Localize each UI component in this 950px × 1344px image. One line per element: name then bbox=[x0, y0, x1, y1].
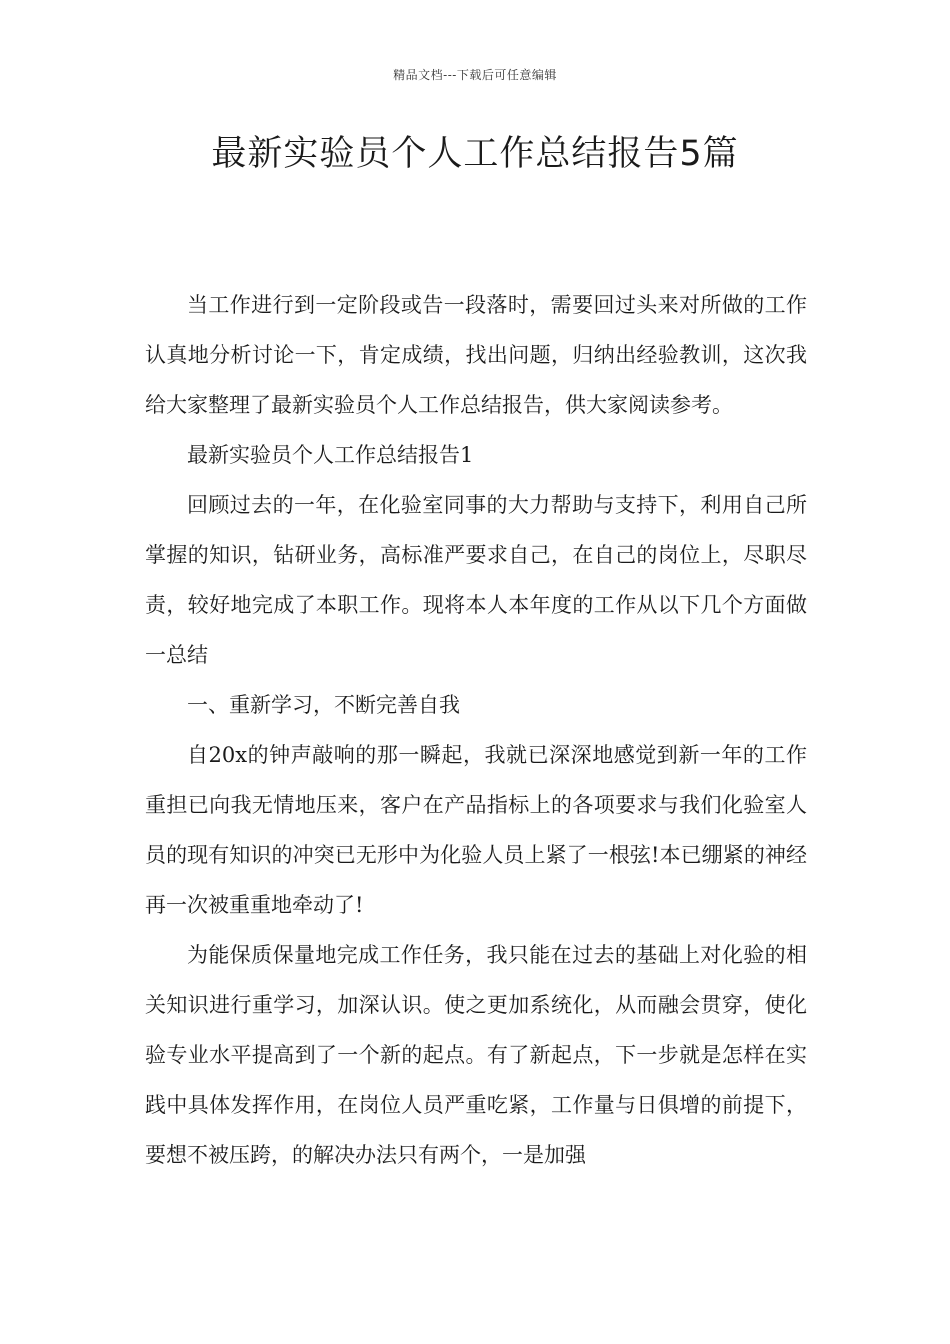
body-paragraph-new-year: 自20x的钟声敲响的那一瞬起，我就已深深地感觉到新一年的工作重担已向我无情地压来，客户在产品指标上的各项要求与我们化验室人员的现有知识的冲突已无形中为化验人员上紧了一根弦!本已绷紧的神经再一次被重重地牵动了! bbox=[145, 743, 807, 917]
intro-paragraph: 当工作进行到一定阶段或告一段落时，需要回过头来对所做的工作认真地分析讨论一下，肯定成绩，找出问题，归纳出经验教训，这次我给大家整理了最新实验员个人工作总结报告，供大家阅读参考。 bbox=[145, 293, 807, 417]
body-paragraph-review: 回顾过去的一年，在化验室同事的大力帮助与支持下，利用自己所掌握的知识，钻研业务，高标准严要求自己，在自己的岗位上，尽职尽责，较好地完成了本职工作。现将本人本年度的工作从以下几个方面做一总结 bbox=[145, 493, 807, 667]
document-title: 最新实验员个人工作总结报告5篇 bbox=[211, 134, 739, 174]
page-header-note: 精品文档---下载后可任意编辑 bbox=[393, 68, 557, 82]
document-body bbox=[145, 280, 807, 1180]
section-heading-report-1: 最新实验员个人工作总结报告1 bbox=[187, 443, 474, 467]
body-paragraph-quality: 为能保质保量地完成工作任务，我只能在过去的基础上对化验的相关知识进行重学习，加深认识。使之更加系统化，从而融会贯穿，使化验专业水平提高到了一个新的起点。有了新起点，下一步就是怎样在实践中具体发挥作用，在岗位人员严重吃紧，工作量与日俱增的前提下，要想不被压跨，的解决办法只有两个，一是加强 bbox=[145, 943, 807, 1167]
section-heading-relearn: 一、重新学习，不断完善自我 bbox=[187, 693, 460, 717]
